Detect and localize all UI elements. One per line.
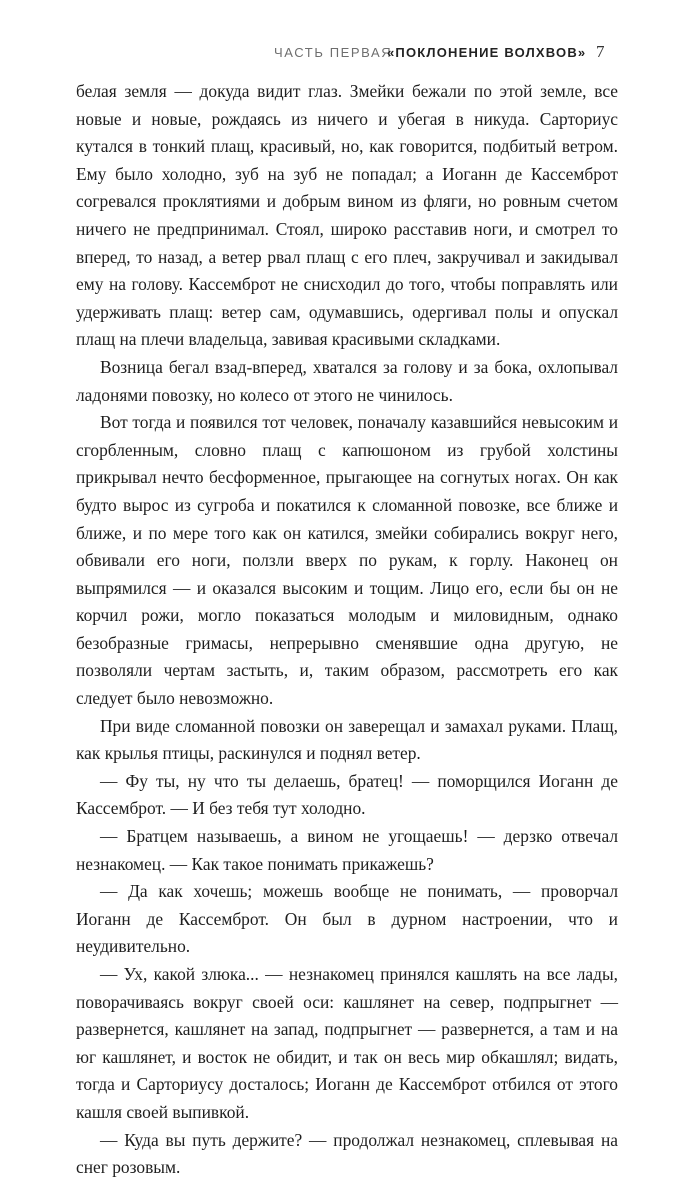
paragraph: Вот тогда и появился тот человек, поначалу казавшийся невысоким и сгорбленным, словно плащ с капюшоном из грубой холстины прикрывал нечто бесформенное, прыгающее на согнутых ногах. Он как будто вырос из сугроба и покатился к сломанной повозке, все ближе и ближе, и по мере того как он катился, змейки собирались вокруг него, обвивали его ноги, ползли вверх по рукам, к горлу. Наконец он выпрямился — и оказался высоким и тощим. Лицо его, если бы он не корчил рожи, могло показаться молодым и миловидным, однако безобразные гримасы, непрерывно сменявшие одна другую, не позволяли чертам застыть, и, таким образом, рассмотреть его как следует было невозможно. [76, 412, 618, 709]
running-head-part: ЧАСТЬ ПЕРВАЯ [274, 45, 393, 60]
paragraph: Возница бегал взад-вперед, хватался за голову и за бока, охлопывал ладонями повозку, но колесо от этого не чинилось. [76, 356, 618, 405]
paragraph: При виде сломанной повозки он заверещал и замахал руками. Плащ, как крылья птицы, раскинулся и поднял ветер. [76, 715, 618, 764]
dialogue-line: — Да как хочешь; можешь вообще не понимать, — проворчал Иоганн де Кассемброт. Он был в дурном настроении, что и неудивительно. [76, 881, 618, 957]
running-head-chapter-title: «ПОКЛОНЕНИЕ ВОЛХВОВ» [387, 45, 587, 60]
running-head [0, 42, 689, 66]
page-number: 7 [596, 42, 605, 61]
body-text [76, 78, 618, 1182]
dialogue-line: — Братцем называешь, а вином не угощаешь! — дерзко отвечал незнакомец. — Как такое понимать прикажешь? [76, 826, 618, 874]
dialogue-line: — Фу ты, ну что ты делаешь, братец! — поморщился Иоганн де Кассемброт. — И без тебя тут холодно. [76, 770, 618, 819]
paragraph: белая земля — докуда видит глаз. Змейки бежали по этой земле, все новые и новые, рождаясь из ничего и убегая в никуда. Сарториус кутался в тонкий плащ, красивый, но, как говорится, подбитый ветром. Ему было холодно, зуб на зуб не попадал; а Иоганн де Кассемброт согревался проклятиями и добрым вином из фляги, но ровным счетом ничего не предпринимал. Стоял, широко расставив ноги, и смотрел то вперед, то назад, а ветер рвал плащ с его плеч, закручивал и закидывал ему на голову. Кассемброт не снисходил до того, чтобы поправлять или удерживать плащ: ветер сам, одумавшись, одергивал полы и опускал плащ на плечи владельца, завивая красивыми складками. [76, 81, 618, 350]
dialogue-line: — Куда вы путь держите? — продолжал незнакомец, сплевывая на снег розовым. [76, 1129, 618, 1178]
dialogue-line: — Ух, какой злюка... — незнакомец принялся кашлять на все лады, поворачиваясь вокруг своей оси: кашлянет на север, подпрыгнет — развернется, кашлянет на запад, подпрыгнет — развернется, а там и на юг кашлянет, и восток не обидит, и так он весь мир обкашлял; видать, тогда и Сарториусу досталось; Иоганн де Кассемброт отбился от этого кашля своей выпивкой. [76, 964, 618, 1122]
